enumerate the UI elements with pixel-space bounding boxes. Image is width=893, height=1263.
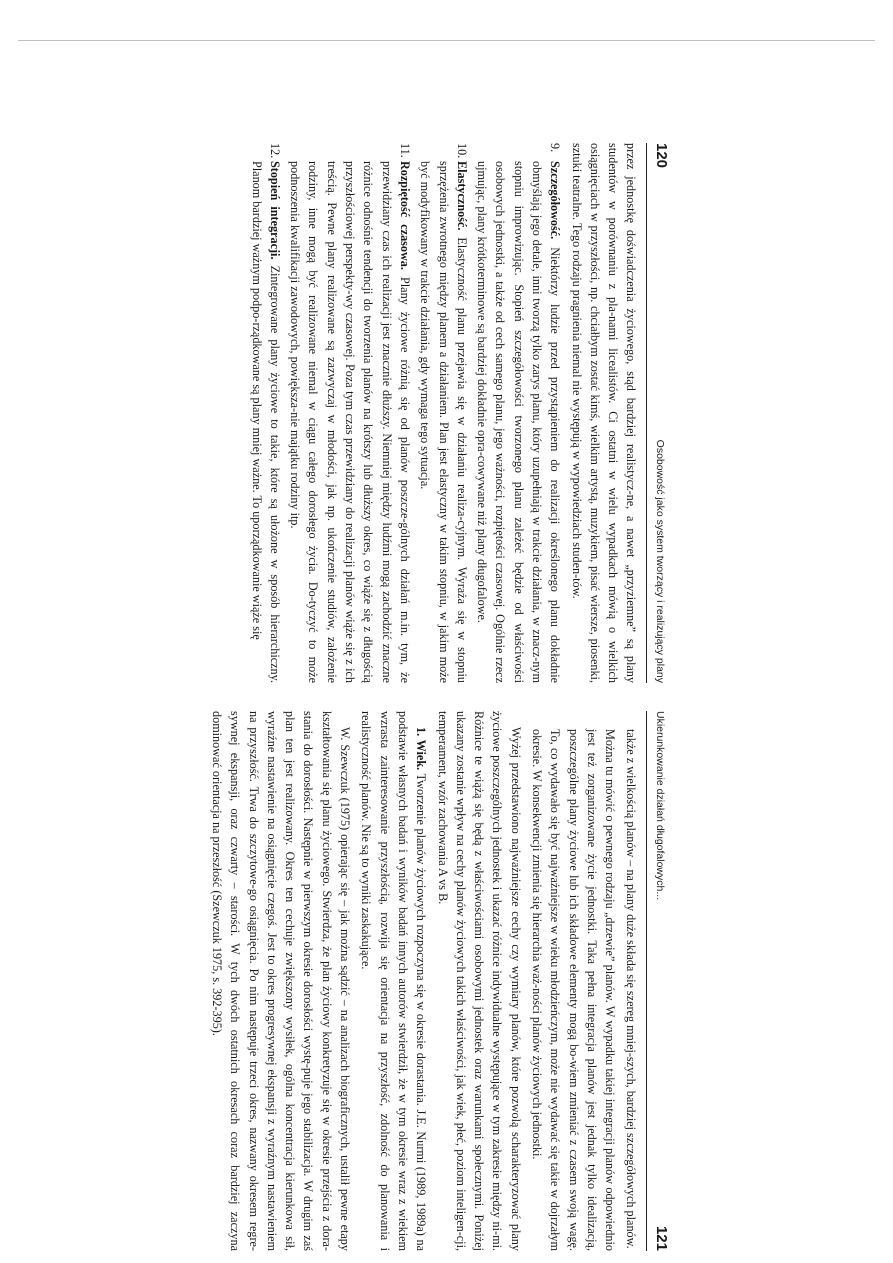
list-item — [247, 143, 284, 683]
item-text: Niektórzy ludzie przed przystąpieniem do realizacji określonego planu dokładnie obmyślają jego detale, inni tworzą tylko zarys planu, który uzupełniają w trakcie działania, w znacz-nym stopniu improwizując. Stopień szczegółowości tworzonego planu zależeć będzie od właściwości osobowych jednostki, a także od cech samego planu, jego ważności, rozpiętości czasowej. Ogólnie rzecz ujmując, plany krótkoterminowe są bardziej dokładnie opra-cowywane niż plany długofalowe. — [475, 161, 563, 683]
scan-edge-line — [18, 40, 875, 41]
running-title: Osobowość jako system tworzący i realizujący plany — [654, 439, 666, 683]
list-item — [416, 143, 471, 683]
body-paragraph: Można tu mówić o pewnego rodzaju „drzewie” planów. W wypadku takiej integracji planów odpowiednio jest też zorganizowane życie jednostki. Taka pełna integracja planów jest jednak tylko idealizacją, poszczególne plany życiowe lub ich składowe elementy mogą bo-wiem zmieniać z czasem swoją wagę. To, co wydawało się być najważniejsze w wieku młodzieńczym, może nie wydawać się takie w dojrzałym okresie. W konsekwencji zmienia się hierarchia waż-ności planów życiowych jednostki. — [530, 729, 618, 1251]
book-page-left — [249, 143, 672, 683]
page-number: 121 — [653, 1225, 670, 1251]
body-paragraph: W. Szewczuk (1975) opierając się – jak można sądzić – na analizach biograficznych, ustalił pewne etapy kształtowania się planu życiowego. Stwierdza, że plan życiowy konkretyzuje się w okresie przejścia z dora-stania do dorosłości. Następnie w pierwszym okresie dorosłości wystę-puje jego stabilizacja. W drugim zaś plan ten jest realizowany. Okres ten cechuje zwiększony wysiłek, ogólna koncentracja kierunkowa sił, wyraźne nastawienie na osiągnięcie czegoś. Jest to okres progresywnej ekspansji z wyraźnym nastawieniem na przyszłość. Trwa do szczytowe-go osiągnięcia. Po nim następuje trzeci okres, nazwany okresem regre-sywnej ekspansji, oraz czwarty – starości. W tych dwóch ostatnich okresach coraz bardziej zaczyna dominować orientacja na przeszłość (Szewczuk 1975, s. 392-395). — [209, 711, 353, 1251]
item-body — [286, 161, 414, 683]
running-head — [647, 143, 673, 683]
item-number: 11. — [397, 143, 412, 158]
item-body — [473, 161, 564, 683]
item-term: Stopień integracji. — [267, 161, 282, 260]
running-title: Ukierunkowanie działań długofalowych... — [654, 711, 666, 901]
list-item — [286, 143, 414, 683]
list-item — [473, 143, 564, 683]
item-term: Rozpiętość czasowa. — [397, 161, 412, 270]
item-body — [416, 161, 471, 683]
item-term: 1. Wiek. — [414, 727, 429, 771]
item-text: Tworzenie planów życiowych rozpoczyna się w okresie dorastania. J.E. Nurmi (1989, 1989a) na podstawie własnych badań i wyników badań innych autorów stwierdził, że w tym okresie wraz z wiekiem wzrasta zainteresowanie przyszłością, rozwija się orientacja na przyszłość, zdolność do planowania i realistyczność planów. Nie są to wyniki zaskakujące. — [359, 711, 429, 1252]
item-text: Zintegrowane plany życiowe to takie, które są ułożone w sposób hierarchiczny. Planom bardziej ważnym podpo-rządkowane są plany mniej ważne. To uporządkowanie wiąże się — [249, 161, 282, 683]
body-paragraph — [357, 711, 430, 1251]
item-number: 10. — [454, 143, 469, 159]
item-text: Plany życiowe różnią się od planów poszcze-gólnych działań m.in. tym, że przewidziany czas ich realizacji jest znacznie dłuższy. Niemniej między ludźmi mogą zachodzić znaczne różnice odnośnie tendencji do tworzenia planów na krótszy lub dłuższy okres, co wiąże się z długością przyszłościowej perspekty-wy czasowej. Poza tym czas przewidziany do realizacji planów wiąże się z ich treścią. Pewne plany realizowane są zazwyczaj w młodości, jak np. ukończenie studiów, założenie rodziny, inne mogą być realizowane niemal w ciągu całego dorosłego życia. Do-tyczyć to może podnoszenia kwalifikacji zawodowych, powiększa-nie majątku rodziny itp. — [288, 161, 412, 683]
body-paragraph: Wyżej przedstawiono najważniejsze cechy czy wymiary planów, które pozwolą scharakteryzować plany życiowe poszczególnych jednostek i ukazać różnice indywidualne występujące w tym zakresie między ni-mi. Różnice te wiążą się będą z właściwościami osobowymi jednostek oraz warunkami społecznymi. Poniżej ukazany zostanie wpływ na cechy planów życiowych takich właściwości, jak wiek, płeć, poziom inteligen-cji, temperament, wzór zachowania A vs B. — [435, 711, 523, 1251]
item-body — [247, 161, 284, 683]
running-head — [647, 711, 673, 1251]
item-number: 9. — [548, 143, 563, 153]
item-number: 12. — [267, 143, 282, 159]
item-text: Elastyczność planu przejawia się w działaniu realiza-cyjnym. Wyraża się w stopniu sprzężenia zwrotnego między planem a działaniem. Plan jest elastyczny w takim stopniu, w jakim może być modyfikowany w trakcie działania, gdy wymaga tego sytuacja. — [418, 161, 469, 683]
body-paragraph: przez jednostkę doświadczenia życiowego, stąd bardziej realistycz-ne, a nawet „przyziemne” są plany studentów w porównaniu z pla-nami licealistów. Ci ostatni w wielu wypadkach mówią o wielkich osiągnięciach w przyszłości, np. chciałbym zostać kimś, wielkim artystą, muzykiem, pisać wiersze, piosenki, sztuki teatralne. Tego rodzaju pragnienia niemal nie występują w wypowiedziach studen-tów. — [569, 143, 639, 683]
item-term: Szczegółowość. — [548, 161, 563, 240]
page-number: 120 — [653, 143, 670, 169]
book-page-right — [209, 711, 672, 1252]
item-term: Elastyczność. — [454, 161, 469, 231]
body-paragraph: także z wielkością planów – na plany duże składa się szereg mniej-szych, bardziej szczegółowych planów. — [624, 729, 639, 1249]
